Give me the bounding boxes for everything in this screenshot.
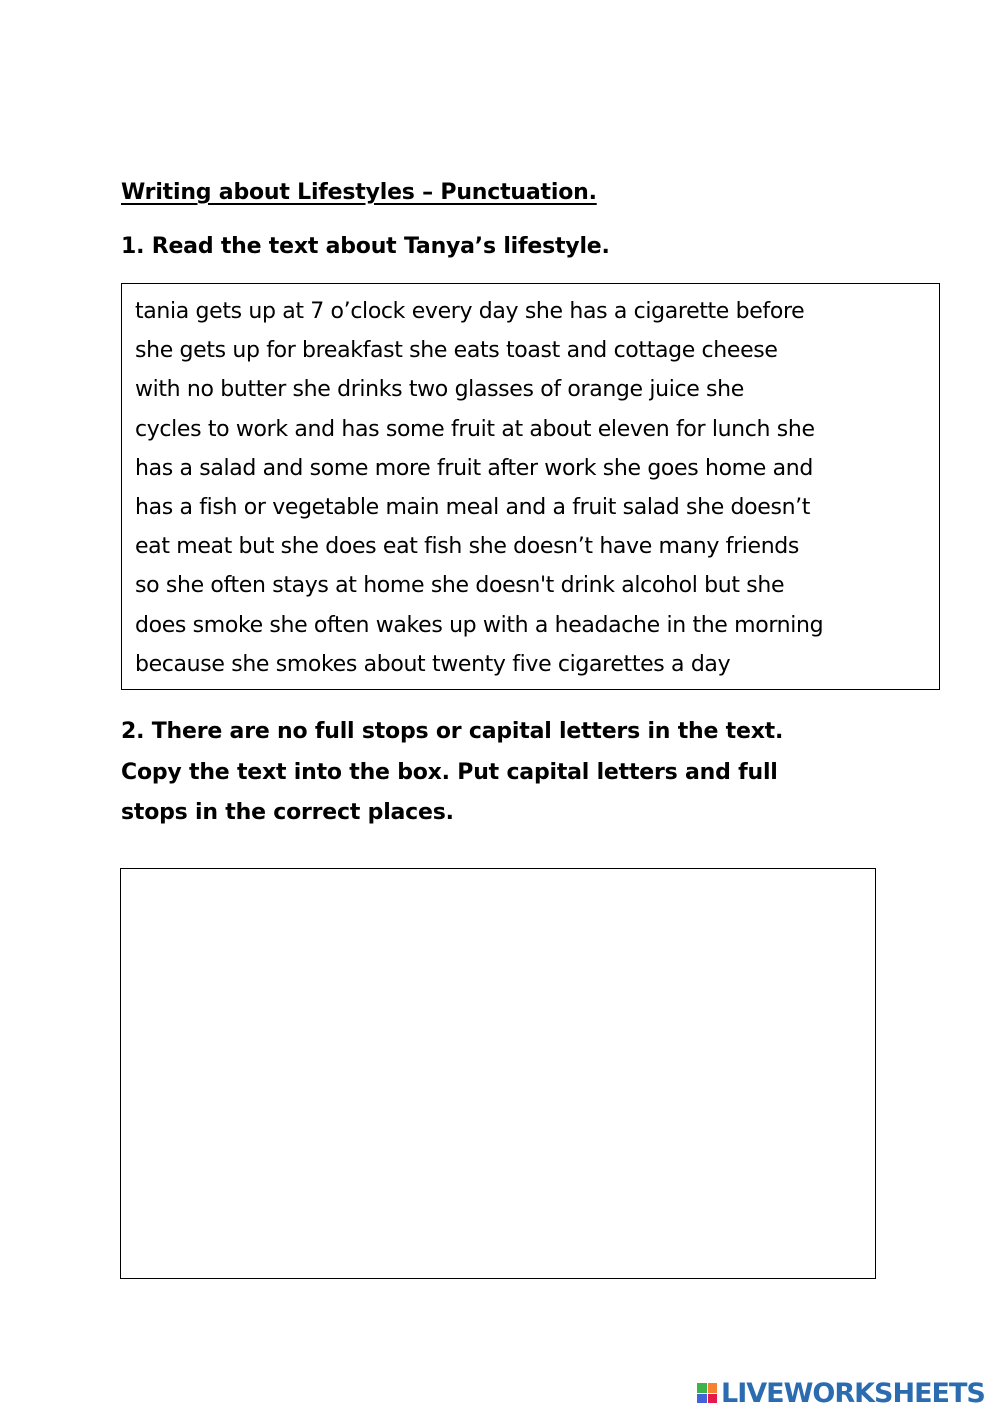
logo-square-icon — [708, 1383, 718, 1393]
passage-line: with no butter she drinks two glasses of orange juice she — [135, 377, 744, 403]
logo-square-icon — [697, 1394, 707, 1404]
question-2-line: Copy the text into the box. Put capital letters and full — [121, 759, 778, 785]
logo-square-icon — [697, 1383, 707, 1393]
question-2 — [121, 712, 941, 834]
passage-line: so she often stays at home she doesn't drink alcohol but she — [135, 573, 785, 599]
passage-box — [121, 283, 940, 690]
logo-text: LIVEWORKSHEETS — [721, 1377, 985, 1409]
logo-icon — [697, 1383, 717, 1403]
liveworksheets-logo — [697, 1375, 985, 1411]
passage-line: has a fish or vegetable main meal and a fruit salad she doesn’t — [135, 495, 811, 521]
passage-line: eat meat but she does eat fish she doesn’t have many friends — [135, 534, 800, 560]
answer-box[interactable] — [120, 868, 876, 1279]
passage-line: cycles to work and has some fruit at about eleven for lunch she — [135, 416, 815, 442]
passage-line: has a salad and some more fruit after work she goes home and — [135, 455, 813, 481]
question-1: 1. Read the text about Tanya’s lifestyle. — [121, 234, 610, 259]
worksheet-title: Writing about Lifestyles – Punctuation. — [121, 180, 597, 205]
passage-line: does smoke she often wakes up with a headache in the morning — [135, 612, 824, 638]
passage-line: she gets up for breakfast she eats toast and cottage cheese — [135, 338, 778, 364]
passage-line: tania gets up at 7 o’clock every day she has a cigarette before — [135, 299, 805, 324]
question-2-line: stops in the correct places. — [121, 800, 454, 825]
passage-line: because she smokes about twenty five cigarettes a day — [135, 651, 731, 677]
question-2-line: 2. There are no full stops or capital letters in the text. — [121, 719, 784, 744]
logo-square-icon — [708, 1394, 718, 1404]
